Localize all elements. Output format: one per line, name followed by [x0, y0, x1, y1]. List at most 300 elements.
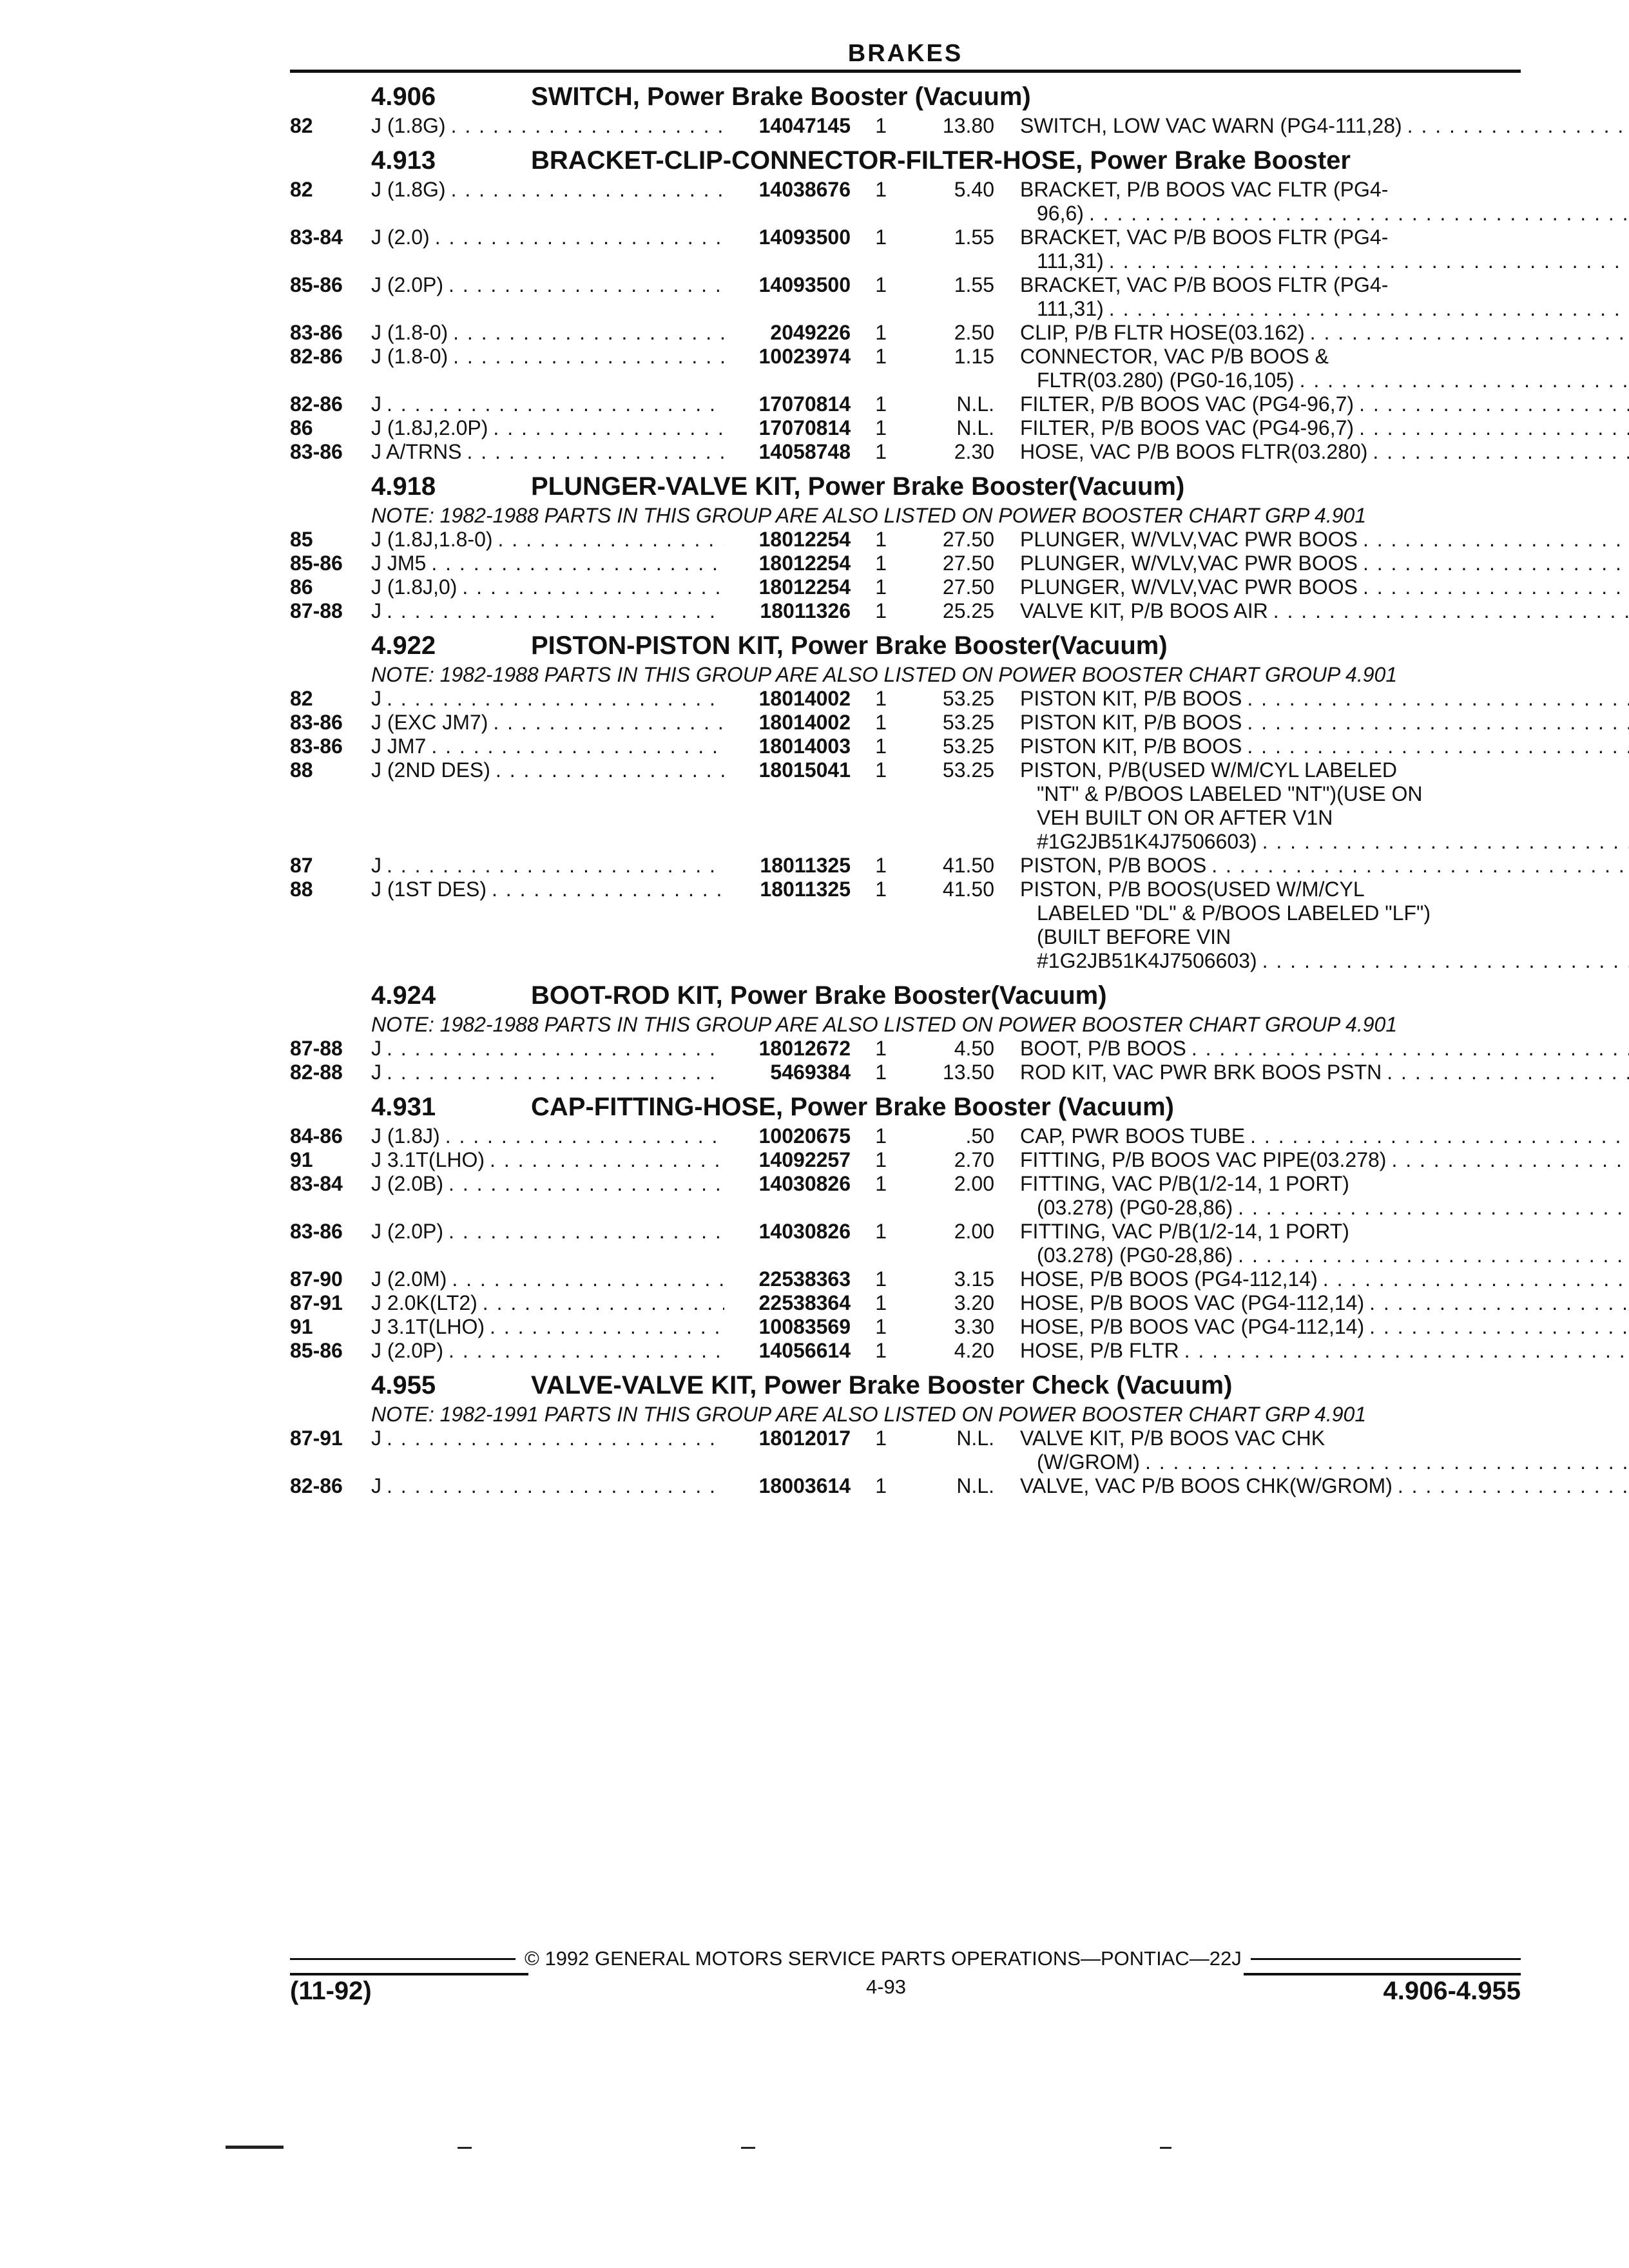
- application-text: J A/TRNS: [371, 440, 462, 463]
- quantity: 1: [875, 321, 887, 344]
- part-row: [290, 1339, 1521, 1363]
- catalog-section: [290, 1368, 1521, 1498]
- part-description: [994, 273, 1629, 321]
- dot-leader: [448, 1339, 724, 1363]
- description-text: PLUNGER, W/VLV,VAC PWR BOOS: [1020, 528, 1358, 551]
- description-line: [1020, 1037, 1629, 1061]
- application-text: J (1.8J): [371, 1124, 440, 1148]
- part-description: [994, 1315, 1629, 1339]
- price: 53.25: [942, 687, 994, 710]
- part-description: [994, 1172, 1629, 1220]
- application-text: J (2.0P): [371, 273, 444, 296]
- application: [371, 528, 724, 552]
- part-description: [994, 416, 1629, 440]
- price: 5.40: [954, 178, 994, 201]
- model-year: 82: [290, 114, 313, 137]
- section-number: 4.922: [371, 631, 436, 660]
- application: [371, 392, 724, 416]
- part-row: [290, 1124, 1521, 1148]
- description-text: #1G2JB51K4J7506603): [1037, 830, 1257, 853]
- description-text: "NT" & P/BOOS LABELED "NT")(USE ON: [1037, 782, 1423, 805]
- sections-container: [290, 79, 1521, 1498]
- application-text: J: [371, 1474, 381, 1497]
- dot-leader: [1391, 1148, 1629, 1172]
- part-row: [290, 854, 1521, 878]
- application: [371, 321, 724, 345]
- dot-leader: [1310, 321, 1629, 345]
- price: 3.20: [954, 1291, 994, 1314]
- dot-leader: [1363, 528, 1629, 552]
- application-text: J 3.1T(LHO): [371, 1148, 485, 1171]
- description-text: HOSE, P/B FLTR: [1020, 1339, 1179, 1362]
- application-text: J: [371, 392, 381, 416]
- description-text: BRACKET, VAC P/B BOOS FLTR (PG4-: [1020, 226, 1389, 249]
- dot-leader: [1363, 552, 1629, 575]
- description-text: VALVE KIT, P/B BOOS AIR: [1020, 599, 1268, 622]
- part-number: 14092257: [758, 1148, 851, 1171]
- part-number: 14093500: [758, 226, 851, 249]
- application: [371, 1220, 724, 1267]
- section-note: NOTE: 1982-1991 PARTS IN THIS GROUP ARE ALSO LISTED ON POWER BOOSTER CHART GRP 4.901: [371, 1403, 1367, 1426]
- description-line: [1020, 806, 1629, 830]
- part-description: [994, 321, 1629, 345]
- application-text: J (1.8-0): [371, 321, 448, 344]
- description-line: [1020, 369, 1629, 392]
- dot-leader: [1407, 114, 1629, 138]
- part-description: [994, 178, 1629, 226]
- scan-mark: [458, 2147, 472, 2149]
- model-year: 82: [290, 178, 313, 201]
- description-line: [1020, 1427, 1629, 1450]
- dot-leader: [493, 416, 724, 440]
- quantity: 1: [875, 552, 887, 575]
- price: 27.50: [942, 552, 994, 575]
- description-line: [1020, 345, 1629, 369]
- catalog-page: [290, 39, 1521, 1498]
- part-number: 18012254: [758, 552, 851, 575]
- section-number: 4.955: [371, 1371, 436, 1399]
- price: N.L.: [956, 1427, 994, 1450]
- dot-leader: [387, 1427, 724, 1474]
- description-text: PISTON, P/B(USED W/M/CYL LABELED: [1020, 758, 1398, 782]
- description-line: [1020, 1339, 1629, 1363]
- application: [371, 273, 724, 321]
- dot-leader: [451, 178, 724, 226]
- description-line: [1020, 226, 1629, 249]
- application: [371, 416, 724, 440]
- dot-leader: [1398, 1474, 1629, 1498]
- application: [371, 854, 724, 878]
- dot-leader: [435, 226, 724, 273]
- section-title: [290, 628, 1521, 663]
- description-line: [1020, 878, 1629, 901]
- scan-mark: [1160, 2147, 1171, 2149]
- section-title: [290, 978, 1521, 1013]
- dot-leader: [387, 687, 724, 711]
- section-description: VALVE-VALVE KIT, Power Brake Booster Check (Vacuum): [531, 1371, 1233, 1399]
- dot-leader: [387, 1061, 724, 1084]
- description-text: FITTING, VAC P/B(1/2-14, 1 PORT): [1020, 1220, 1349, 1243]
- description-text: PISTON, P/B BOOS(USED W/M/CYL: [1020, 878, 1365, 901]
- quantity: 1: [875, 440, 887, 463]
- part-row: [290, 1172, 1521, 1220]
- part-row: [290, 878, 1521, 973]
- dot-leader: [1247, 735, 1629, 758]
- footer-group-range: 4.906-4.955: [1244, 1973, 1521, 2006]
- catalog-section: [290, 1090, 1521, 1363]
- dot-leader: [387, 1037, 724, 1061]
- price: 4.50: [954, 1037, 994, 1060]
- dot-leader: [452, 1267, 724, 1291]
- catalog-section: [290, 978, 1521, 1084]
- part-number: 5469384: [770, 1061, 851, 1084]
- part-number: 18003614: [758, 1474, 851, 1497]
- model-year: 83-86: [290, 711, 343, 734]
- description-text: HOSE, P/B BOOS (PG4-112,14): [1020, 1267, 1318, 1291]
- price: 1.15: [954, 345, 994, 368]
- description-line: [1020, 711, 1629, 735]
- part-description: [994, 1148, 1629, 1172]
- description-text: HOSE, VAC P/B BOOS FLTR(03.280): [1020, 440, 1368, 463]
- description-text: VALVE KIT, P/B BOOS VAC CHK: [1020, 1427, 1325, 1450]
- quantity: 1: [875, 1148, 887, 1171]
- application: [371, 1474, 724, 1498]
- footer-rule-left: [290, 1958, 516, 1960]
- description-text: PISTON, P/B BOOS: [1020, 854, 1207, 877]
- part-description: [994, 1427, 1629, 1474]
- dot-leader: [1387, 1061, 1629, 1084]
- part-number: 18012254: [758, 528, 851, 551]
- application: [371, 345, 724, 392]
- description-text: PISTON KIT, P/B BOOS: [1020, 735, 1242, 758]
- scan-mark: [226, 2146, 284, 2149]
- part-description: [994, 528, 1629, 552]
- part-number: 18011325: [760, 854, 851, 877]
- part-row: [290, 1474, 1521, 1498]
- application-text: J: [371, 1061, 381, 1084]
- part-description: [994, 1474, 1629, 1498]
- model-year: 85-86: [290, 1339, 343, 1362]
- dot-leader: [1238, 1196, 1629, 1220]
- quantity: 1: [875, 758, 887, 782]
- section-description: SWITCH, Power Brake Booster (Vacuum): [531, 82, 1031, 111]
- application-text: J (EXC JM7): [371, 711, 488, 734]
- model-year: 85: [290, 528, 313, 551]
- section-title: [290, 79, 1521, 114]
- application: [371, 1267, 724, 1291]
- part-number: 18014002: [758, 711, 851, 734]
- model-year: 82-86: [290, 1474, 343, 1497]
- application-text: J: [371, 599, 381, 622]
- application-text: J: [371, 1037, 381, 1060]
- part-number: 17070814: [758, 392, 851, 416]
- model-year: 83-84: [290, 226, 343, 249]
- footer-copyright: © 1992 GENERAL MOTORS SERVICE PARTS OPERATIONS—PONTIAC—22J: [525, 1947, 1242, 1970]
- part-description: [994, 854, 1629, 878]
- application: [371, 1315, 724, 1339]
- application: [371, 440, 724, 464]
- price: 2.00: [954, 1172, 994, 1195]
- page-footer: [290, 1946, 1521, 2006]
- dot-leader: [1359, 392, 1629, 416]
- dot-leader: [1247, 687, 1629, 711]
- section-description: PLUNGER-VALVE KIT, Power Brake Booster(Vacuum): [531, 472, 1185, 501]
- part-row: [290, 440, 1521, 464]
- model-year: 82-86: [290, 345, 343, 368]
- price: .50: [965, 1124, 994, 1148]
- model-year: 91: [290, 1315, 313, 1338]
- description-text: VEH BUILT ON OR AFTER V1N: [1037, 806, 1333, 829]
- part-description: [994, 345, 1629, 392]
- part-number: 14038676: [758, 178, 851, 201]
- dot-leader: [483, 1291, 724, 1315]
- part-number: 14047145: [758, 114, 851, 137]
- description-line: [1020, 1148, 1629, 1172]
- application: [371, 1172, 724, 1220]
- description-text: LABELED "DL" & P/BOOS LABELED "LF"): [1037, 901, 1431, 925]
- description-line: [1020, 1172, 1629, 1196]
- model-year: 88: [290, 878, 313, 901]
- quantity: 1: [875, 854, 887, 877]
- description-line: [1020, 321, 1629, 345]
- footer-date: (11-92): [290, 1973, 528, 2006]
- dot-leader: [445, 1124, 724, 1148]
- footer-copyright-line: [290, 1946, 1521, 1972]
- part-row: [290, 758, 1521, 854]
- part-description: [994, 392, 1629, 416]
- quantity: 1: [875, 528, 887, 551]
- description-line: [1020, 854, 1629, 878]
- description-line: [1020, 528, 1629, 552]
- description-text: BRACKET, P/B BOOS VAC FLTR (PG4-: [1020, 178, 1389, 201]
- part-row: [290, 711, 1521, 735]
- quantity: 1: [875, 1291, 887, 1314]
- description-text: (W/GROM): [1037, 1450, 1140, 1474]
- description-text: FITTING, P/B BOOS VAC PIPE(03.278): [1020, 1148, 1387, 1171]
- description-text: HOSE, P/B BOOS VAC (PG4-112,14): [1020, 1291, 1365, 1314]
- section-title: [290, 469, 1521, 504]
- quantity: 1: [875, 1061, 887, 1084]
- description-text: HOSE, P/B BOOS VAC (PG4-112,14): [1020, 1315, 1365, 1338]
- quantity: 1: [875, 345, 887, 368]
- dot-leader: [387, 392, 724, 416]
- quantity: 1: [875, 599, 887, 622]
- description-text: SWITCH, LOW VAC WARN (PG4-111,28): [1020, 114, 1402, 137]
- part-number: 10020675: [758, 1124, 851, 1148]
- description-line: [1020, 575, 1629, 599]
- section-title: [290, 143, 1521, 178]
- application-text: J JM5: [371, 552, 427, 575]
- part-row: [290, 1291, 1521, 1315]
- description-text: PISTON KIT, P/B BOOS: [1020, 687, 1242, 710]
- application-text: J (1.8J,2.0P): [371, 416, 488, 439]
- part-number: 18014002: [758, 687, 851, 710]
- part-description: [994, 1124, 1629, 1148]
- description-text: (03.278) (PG0-28,86): [1037, 1196, 1233, 1219]
- model-year: 84-86: [290, 1124, 343, 1148]
- description-line: [1020, 782, 1629, 806]
- description-line: [1020, 1244, 1629, 1267]
- quantity: 1: [875, 178, 887, 201]
- application: [371, 687, 724, 711]
- description-text: 111,31): [1037, 297, 1104, 320]
- part-description: [994, 575, 1629, 599]
- part-number: 2049226: [770, 321, 851, 344]
- section-number: 4.913: [371, 146, 436, 175]
- part-row: [290, 528, 1521, 552]
- dot-leader: [1363, 575, 1629, 599]
- part-description: [994, 1061, 1629, 1084]
- part-number: 17070814: [758, 416, 851, 439]
- description-line: [1020, 1124, 1629, 1148]
- description-line: [1020, 687, 1629, 711]
- application: [371, 1124, 724, 1148]
- section-note: NOTE: 1982-1988 PARTS IN THIS GROUP ARE ALSO LISTED ON POWER BOOSTER CHART GRP 4.901: [371, 504, 1367, 527]
- price: 25.25: [942, 599, 994, 622]
- application-text: J (1.8G): [371, 178, 446, 201]
- model-year: 83-84: [290, 1172, 343, 1195]
- price: 53.25: [942, 758, 994, 782]
- quantity: 1: [875, 1037, 887, 1060]
- quantity: 1: [875, 114, 887, 137]
- dot-leader: [1359, 416, 1629, 440]
- part-row: [290, 575, 1521, 599]
- part-row: [290, 321, 1521, 345]
- dot-leader: [387, 599, 724, 623]
- quantity: 1: [875, 711, 887, 734]
- application-text: J (1.8-0): [371, 345, 448, 368]
- dot-leader: [1373, 440, 1629, 464]
- part-description: [994, 687, 1629, 711]
- dot-leader: [490, 1148, 724, 1172]
- part-row: [290, 1267, 1521, 1291]
- dot-leader: [1211, 854, 1629, 878]
- model-year: 86: [290, 416, 313, 439]
- part-row: [290, 345, 1521, 392]
- price: 41.50: [942, 878, 994, 901]
- part-description: [994, 758, 1629, 854]
- application: [371, 735, 724, 758]
- quantity: 1: [875, 878, 887, 901]
- part-row: [290, 735, 1521, 758]
- part-row: [290, 687, 1521, 711]
- part-number: 18011325: [760, 878, 851, 901]
- description-text: PLUNGER, W/VLV,VAC PWR BOOS: [1020, 575, 1358, 599]
- quantity: 1: [875, 1267, 887, 1291]
- application-text: J (1.8J,1.8-0): [371, 528, 493, 551]
- description-text: CAP, PWR BOOS TUBE: [1020, 1124, 1246, 1148]
- part-description: [994, 440, 1629, 464]
- dot-leader: [1191, 1037, 1629, 1061]
- part-number: 22538364: [758, 1291, 851, 1314]
- dot-leader: [467, 440, 724, 464]
- model-year: 91: [290, 1148, 313, 1171]
- model-year: 88: [290, 758, 313, 782]
- application-text: J (2.0P): [371, 1220, 444, 1243]
- description-line: [1020, 114, 1629, 138]
- description-line: [1020, 416, 1629, 440]
- catalog-section: [290, 143, 1521, 464]
- part-number: 18012017: [758, 1427, 851, 1450]
- catalog-section: [290, 79, 1521, 138]
- part-description: [994, 599, 1629, 623]
- application: [371, 1061, 724, 1084]
- quantity: 1: [875, 1427, 887, 1450]
- price: N.L.: [956, 1474, 994, 1497]
- application: [371, 178, 724, 226]
- description-text: #1G2JB51K4J7506603): [1037, 949, 1257, 972]
- dot-leader: [1089, 202, 1629, 226]
- price: N.L.: [956, 416, 994, 439]
- section-note: NOTE: 1982-1988 PARTS IN THIS GROUP ARE ALSO LISTED ON POWER BOOSTER CHART GROUP 4.901: [371, 1013, 1398, 1036]
- quantity: 1: [875, 1339, 887, 1362]
- description-line: [1020, 1450, 1629, 1474]
- dot-leader: [1109, 297, 1629, 321]
- application: [371, 711, 724, 735]
- dot-leader: [1369, 1291, 1629, 1315]
- dot-leader: [453, 345, 724, 392]
- quantity: 1: [875, 687, 887, 710]
- part-row: [290, 552, 1521, 575]
- application-text: J (2.0): [371, 226, 430, 249]
- part-description: [994, 1291, 1629, 1315]
- description-text: (BUILT BEFORE VIN: [1037, 925, 1231, 948]
- part-number: 18015041: [758, 758, 851, 782]
- dot-leader: [1250, 1124, 1629, 1148]
- application-text: J (1.8J,0): [371, 575, 458, 599]
- dot-leader: [448, 273, 724, 321]
- description-text: CONNECTOR, VAC P/B BOOS &: [1020, 345, 1329, 368]
- application-text: J (2.0B): [371, 1172, 444, 1195]
- dot-leader: [1323, 1267, 1629, 1291]
- dot-leader: [1109, 249, 1629, 273]
- quantity: 1: [875, 273, 887, 296]
- footer-rule-right: [1251, 1958, 1521, 1960]
- application: [371, 226, 724, 273]
- part-row: [290, 599, 1521, 623]
- dot-leader: [1184, 1339, 1629, 1363]
- part-number: 14030826: [758, 1172, 851, 1195]
- description-line: [1020, 1196, 1629, 1220]
- description-line: [1020, 1474, 1629, 1498]
- description-text: FITTING, VAC P/B(1/2-14, 1 PORT): [1020, 1172, 1349, 1195]
- price: 1.55: [954, 226, 994, 249]
- description-line: [1020, 273, 1629, 297]
- description-line: [1020, 949, 1629, 973]
- description-line: [1020, 1220, 1629, 1244]
- quantity: 1: [875, 1474, 887, 1497]
- part-row: [290, 178, 1521, 226]
- dot-leader: [1238, 1244, 1629, 1267]
- description-text: FILTER, P/B BOOS VAC (PG4-96,7): [1020, 416, 1354, 439]
- application-text: J (2.0M): [371, 1267, 447, 1291]
- model-year: 87-88: [290, 599, 343, 622]
- description-text: VALVE, VAC P/B BOOS CHK(W/GROM): [1020, 1474, 1393, 1497]
- application: [371, 1148, 724, 1172]
- section-description: CAP-FITTING-HOSE, Power Brake Booster (Vacuum): [531, 1093, 1174, 1121]
- model-year: 87-91: [290, 1291, 343, 1314]
- section-description: PISTON-PISTON KIT, Power Brake Booster(Vacuum): [531, 631, 1168, 660]
- dot-leader: [448, 1220, 724, 1267]
- application: [371, 758, 724, 854]
- scan-mark: [741, 2147, 755, 2149]
- dot-leader: [451, 114, 724, 138]
- dot-leader: [453, 321, 724, 345]
- price: 1.55: [954, 273, 994, 296]
- part-description: [994, 711, 1629, 735]
- section-number: 4.918: [371, 472, 436, 501]
- page-header: BRAKES: [847, 40, 963, 67]
